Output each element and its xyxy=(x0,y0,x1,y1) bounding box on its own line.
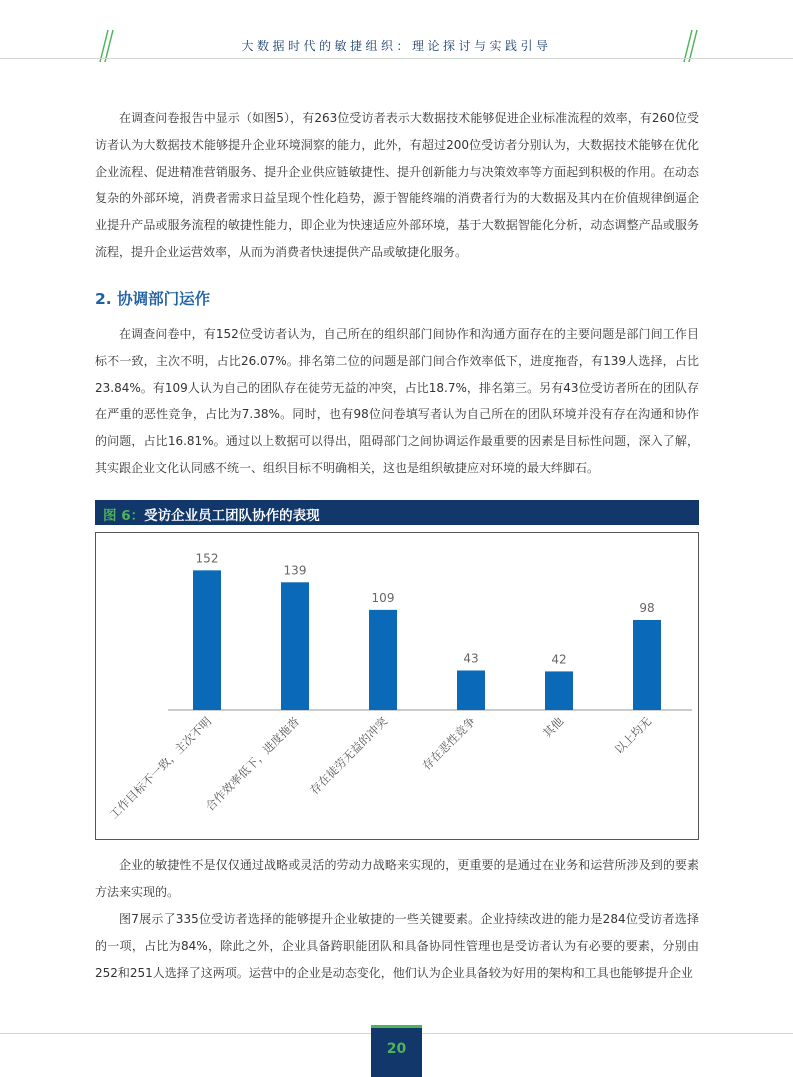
category-label-4: 其他 xyxy=(539,714,567,741)
paragraph-2: 在调查问卷中，有152位受访者认为，自己所在的组织部门间协作和沟通方面存在的主要问题是部门间工作目标不一致，主次不明，占比26.07%。排名第二位的问题是部门间合作效率低下，进度拖沓，有139人选择，占比23.84%。有109人认为自己的团队存在徒劳无益的冲突，占比18.7%，排名第三。另有43位受访者所在的团队存在严重的恶性竞争，占比为7.38%。同时，也有98位问卷填写者认为自己所在的团队环境并没有存在沟通和协作的问题，占比16.81%。通过以上数据可以得出，阻碍部门之间协调运作最重要的因素是目标性问题，深入了解，其实跟企业文化认同感不统一、组织目标不明确相关，这也是组织敏捷应对环境的最大绊脚石。 xyxy=(95,327,699,475)
bar-0 xyxy=(193,570,221,710)
page-number-box xyxy=(371,1025,422,1077)
paragraph-3: 企业的敏捷性不是仅仅通过战略或灵活的劳动力战略来实现的，更重要的是通过在业务和运营所涉及到的要素方法来实现的。 xyxy=(95,858,699,899)
data-label-1: 139 xyxy=(283,563,307,578)
bar-4 xyxy=(545,671,573,710)
page-number: 20 xyxy=(386,1041,407,1057)
section-heading: 2. 协调部门运作 xyxy=(95,290,211,308)
bar-chart xyxy=(96,533,698,839)
bar-5 xyxy=(633,620,661,710)
data-label-5: 98 xyxy=(639,600,655,615)
category-label-3: 存在恶性竞争 xyxy=(419,714,479,773)
category-label-1: 合作效率低下，进度拖沓 xyxy=(202,714,303,814)
category-label-2: 存在徒劳无益的冲突 xyxy=(307,714,391,798)
bar-1 xyxy=(281,582,309,710)
bar-3 xyxy=(457,670,485,710)
running-header-title: 大数据时代的敏捷组织：理论探讨与实践引导 xyxy=(241,39,552,53)
bar-2 xyxy=(369,610,397,710)
chart-frame xyxy=(95,532,699,840)
header-divider xyxy=(0,58,793,59)
category-label-0: 工作目标不一致，主次不明 xyxy=(106,714,215,822)
data-label-2: 109 xyxy=(371,590,395,605)
category-label-5: 以上均无 xyxy=(611,714,655,757)
page-header xyxy=(0,0,793,58)
data-label-0: 152 xyxy=(195,551,219,566)
figure-title: 受访企业员工团队协作的表现 xyxy=(144,508,320,524)
figure-caption-bar xyxy=(95,500,699,525)
data-label-4: 42 xyxy=(551,652,567,667)
paragraph-4: 图7展示了335位受访者选择的能够提升企业敏捷的一些关键要素。企业持续改进的能力是284位受访者选择的一项，占比为84%，除此之外，企业具备跨职能团队和具备协同性管理也是受访者认为有必要的要素，分别由252和251人选择了这两项。运营中的企业是动态变化，他们认为企业具备较为好用的架构和工具也能够提升企业 xyxy=(95,912,699,980)
paragraph-1: 在调查问卷报告中显示（如图5），有263位受访者表示大数据技术能够促进企业标准流程的效率，有260位受访者认为大数据技术能够提升企业环境洞察的能力，此外，有超过200位受访者分别认为，大数据技术能够在优化企业流程、促进精准营销服务、提升企业供应链敏捷性、提升创新能力与决策效率等方面起到积极的作用。在动态复杂的外部环境，消费者需求日益呈现个性化趋势，源于智能终端的消费者行为的大数据及其内在价值规律倒逼企业提升产品或服务流程的敏捷性能力，即企业为快速适应外部环境，基于大数据智能化分析，动态调整产品或服务流程，提升企业运营效率，从而为消费者快速提供产品或敏捷化服务。 xyxy=(95,111,699,259)
figure-number: 图 6： xyxy=(103,508,145,524)
data-label-3: 43 xyxy=(463,651,479,666)
